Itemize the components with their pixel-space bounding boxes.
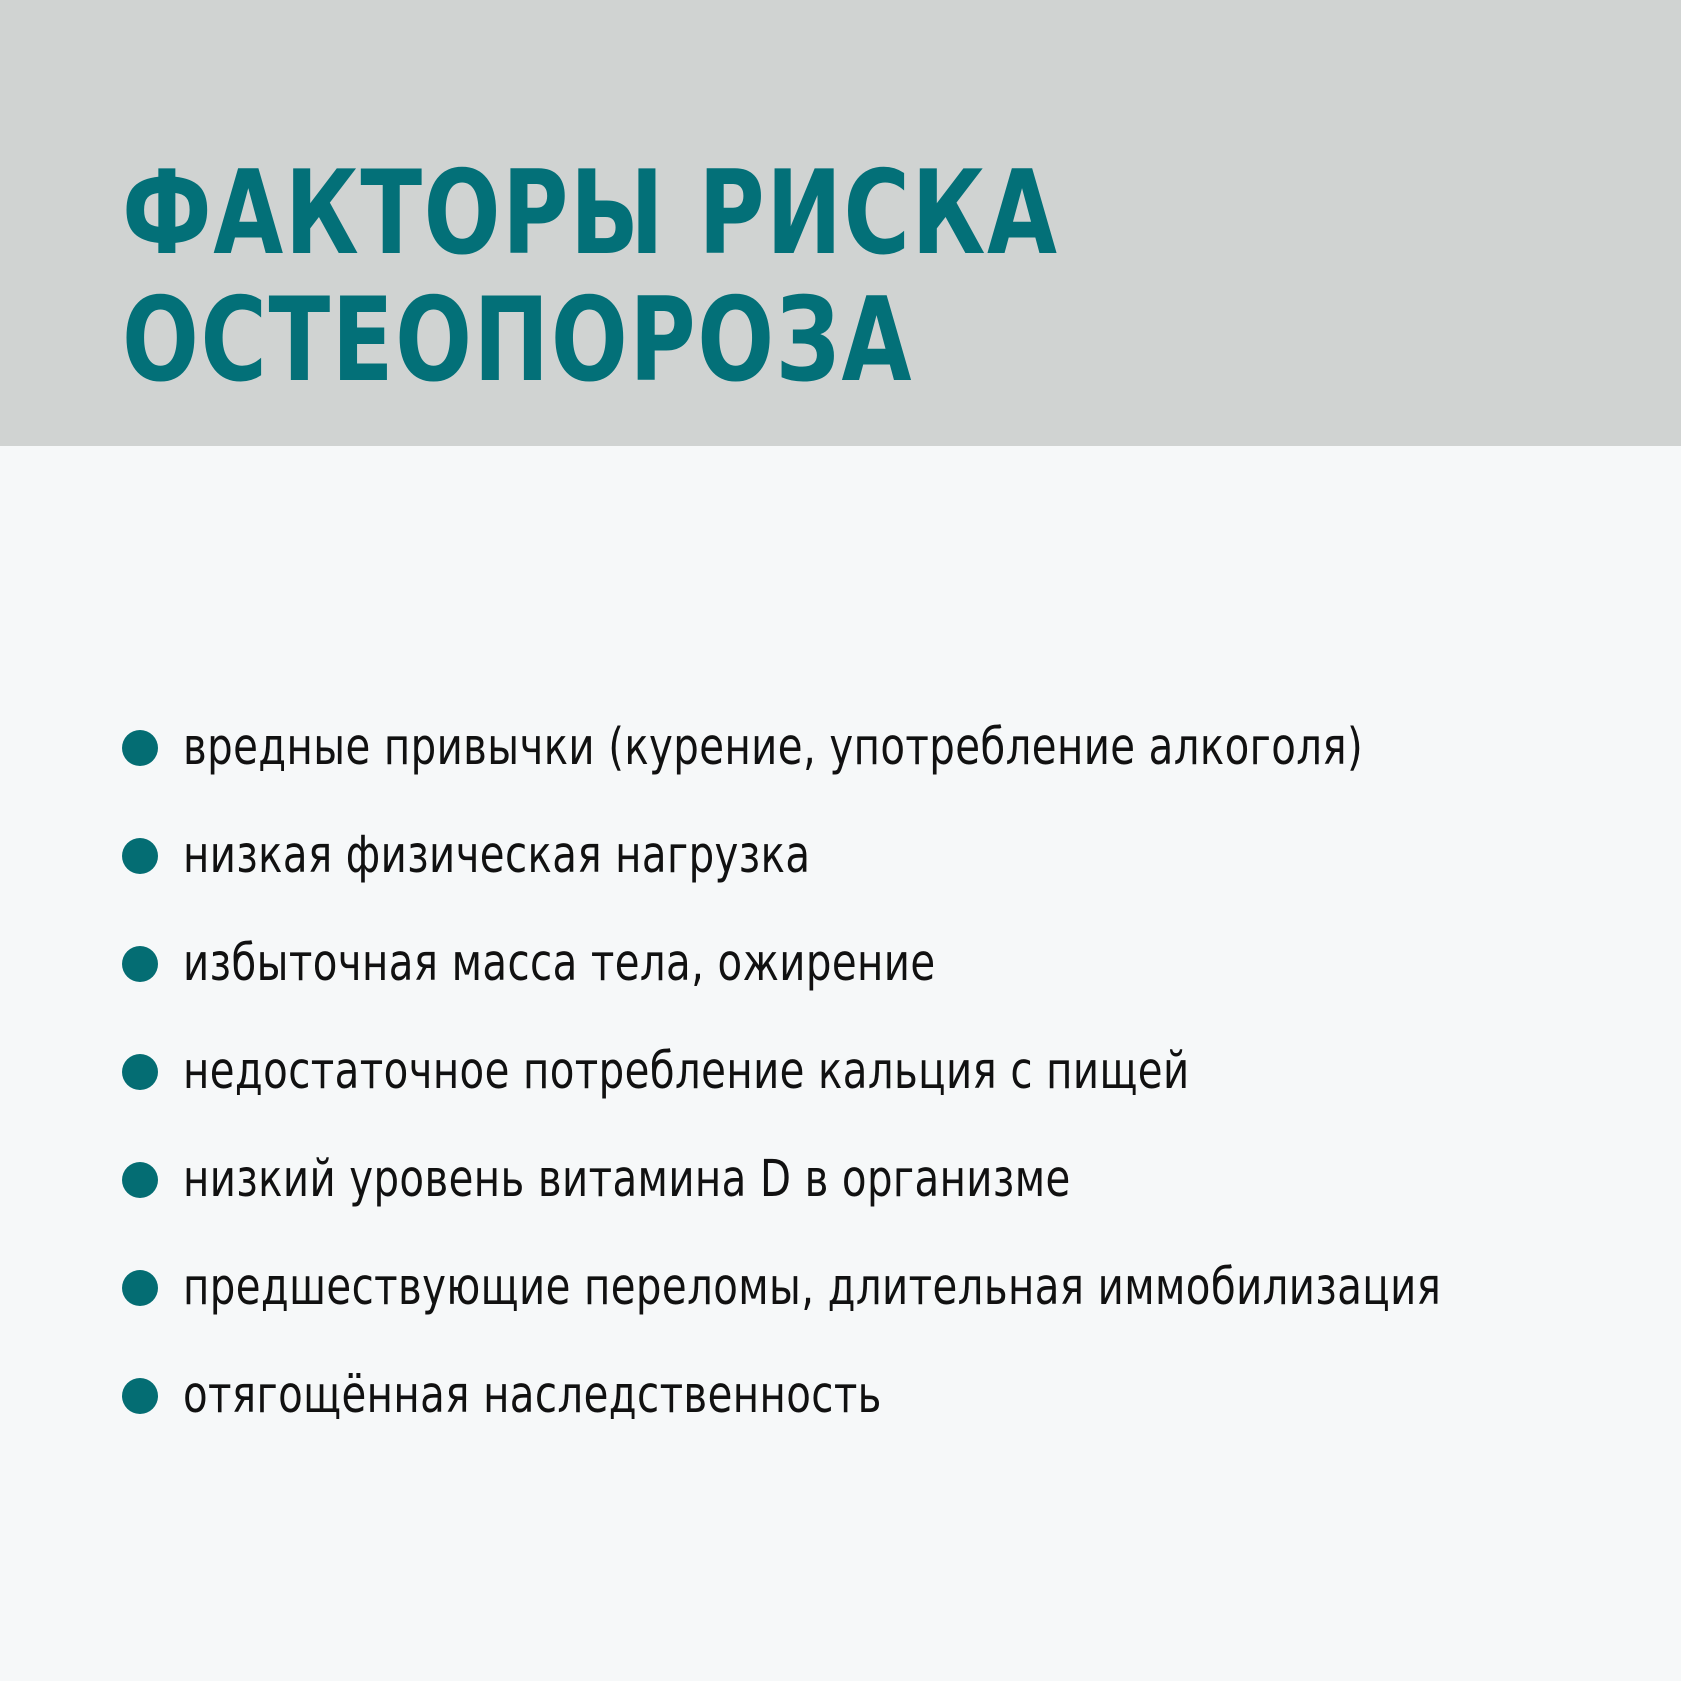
list-item	[122, 1234, 1681, 1342]
page-title	[122, 146, 1059, 408]
list-item-text: отягощённая наследственность	[183, 1366, 882, 1425]
list-item	[122, 802, 1681, 910]
bullet-icon	[122, 946, 158, 982]
list-item	[122, 1342, 1681, 1450]
list-item-text: недостаточное потребление кальция с пищей	[183, 1042, 1190, 1101]
bullet-icon	[122, 1162, 158, 1198]
list-item	[122, 1018, 1681, 1126]
list-item-text: вредные привычки (курение, употребление алкоголя)	[183, 718, 1364, 777]
bullet-icon	[122, 838, 158, 874]
bullet-icon	[122, 1378, 158, 1414]
list-item-text: низкий уровень витамина D в организме	[183, 1150, 1071, 1209]
title-line-1: ФАКТОРЫ РИСКА	[122, 146, 1059, 281]
header-band	[0, 0, 1681, 446]
risk-factor-list	[122, 694, 1681, 1450]
list-item	[122, 1126, 1681, 1234]
bullet-icon	[122, 730, 158, 766]
list-item	[122, 694, 1681, 802]
bullet-icon	[122, 1054, 158, 1090]
bullet-icon	[122, 1270, 158, 1306]
list-item-text: низкая физическая нагрузка	[183, 826, 811, 885]
list-item-text: предшествующие переломы, длительная иммобилизация	[183, 1258, 1442, 1317]
title-line-2: ОСТЕОПОРОЗА	[122, 273, 914, 408]
list-item-text: избыточная масса тела, ожирение	[183, 934, 936, 993]
list-item	[122, 910, 1681, 1018]
